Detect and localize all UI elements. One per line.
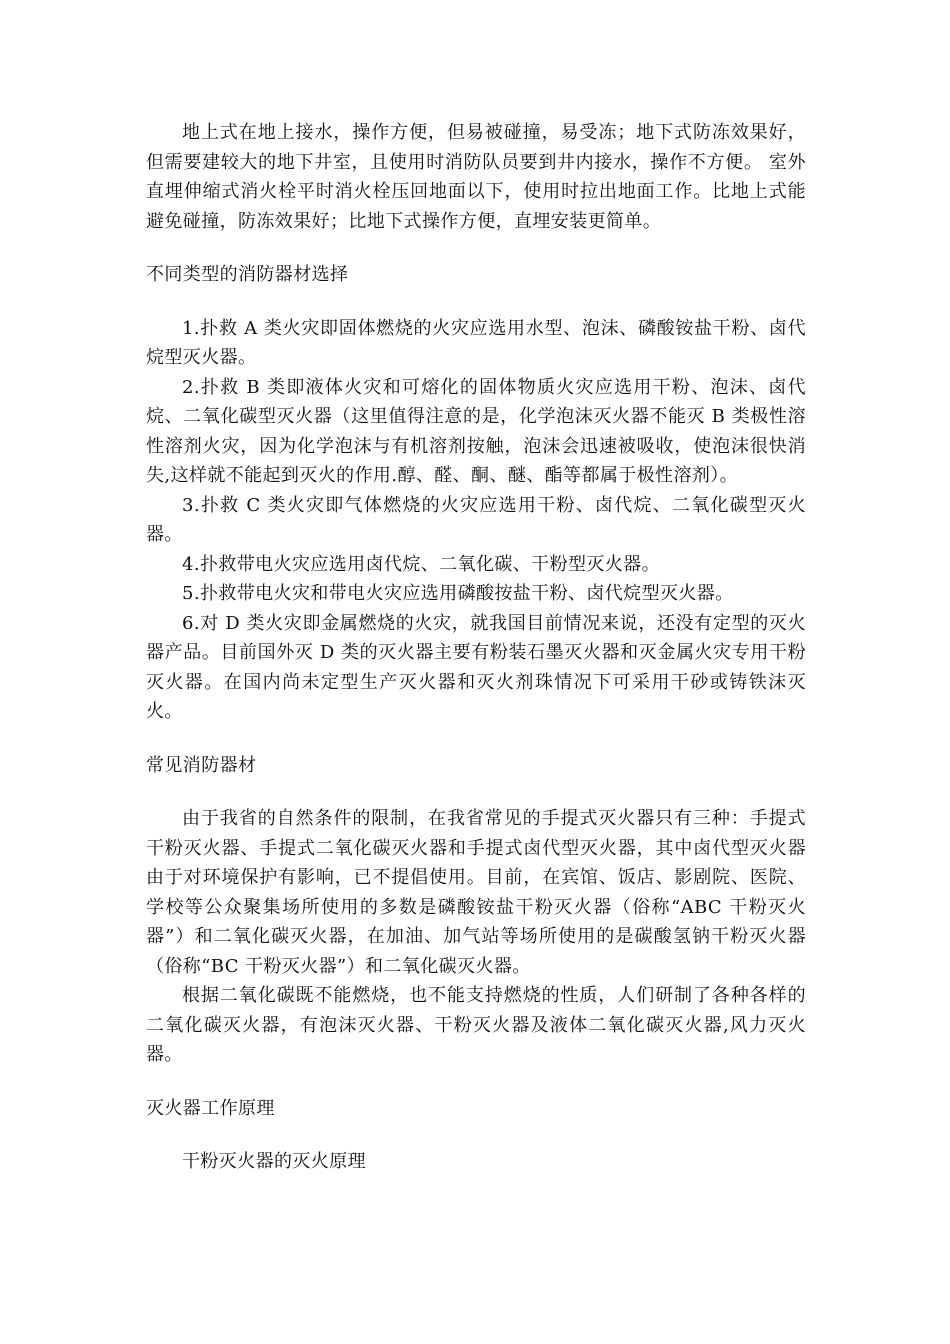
list-item-class-b: 2.扑救 B 类即液体火灾和可熔化的固体物质火灾应选用干粉、泡沫、卤代烷、二氧化碳型灭火器（这里值得注意的是，化学泡沫灭火器不能灭 B 类极性溶性溶剂火灾，因为化学泡沫与有机溶剂按触，泡沫会迅速被吸收，使泡沫很快消失,这样就不能起到灭火的作用.醇、醛、酮、醚、酯等都属于极性溶剂）。: [146, 376, 806, 486]
document-body: [146, 118, 806, 1177]
co2-paragraph: 根据二氧化碳既不能燃烧，也不能支持燃烧的性质，人们研制了各种各样的二氧化碳灭火器，有泡沫灭火器、干粉灭火器及液体二氧化碳灭火器,风力灭火器。: [146, 985, 806, 1065]
dry-powder-principle-heading: 干粉灭火器的灭火原理: [182, 1151, 366, 1172]
common-equipment-paragraph: 由于我省的自然条件的限制，在我省常见的手提式灭火器只有三种：手提式干粉灭火器、手提式二氧化碳灭火器和手提式卤代型灭火器，其中卤代型灭火器由于对环境保护有影响，已不提倡使用。目前，在宾馆、饭店、影剧院、医院、学校等公众聚集场所使用的多数是磷酸铵盐干粉灭火器（俗称“ABC 干粉灭火器”）和二氧化碳灭火器，在加油、加气站等场所使用的是碳酸氢钠干粉灭火器（俗称“BC 干粉灭火器”）和二氧化碳灭火器。: [146, 808, 806, 977]
section-heading-common-equipment: 常见消防器材: [146, 754, 257, 776]
section-heading-working-principle: 灭火器工作原理: [146, 1097, 275, 1119]
section-heading-extinguisher-selection: 不同类型的消防器材选择: [146, 264, 349, 285]
list-item-electrical: 4.扑救带电火灾应选用卤代烷、二氧化碳、干粉型灭火器。: [182, 553, 660, 575]
list-item-electrical-2: 5.扑救带电火灾和带电火灾应选用磷酸按盐干粉、卤代烷型灭火器。: [182, 583, 734, 604]
list-item-class-c: 3.扑救 C 类火灾即气体燃烧的火灾应选用干粉、卤代烷、二氧化碳型灭火器。: [146, 494, 806, 545]
hydrant-paragraph: 地上式在地上接水，操作方便，但易被碰撞，易受冻；地下式防冻效果好，但需要建较大的地下井室，且使用时消防队员要到井内接水，操作不方便。 室外直埋伸缩式消火栓平时消火栓压回地面以下，使用时拉出地面工作。比地上式能避免碰撞，防冻效果好；比地下式操作方便，直埋安装更简单。: [146, 122, 806, 232]
list-item-class-d: 6.对 D 类火灾即金属燃烧的火灾，就我国目前情况来说，还没有定型的灭火器产品。目前国外灭 D 类的灭火器主要有粉装石墨灭火器和灭金属火灾专用干粉灭火器。在国内尚未定型生产灭火器和灭火剂珠情况下可采用干砂或铸铁沫灭火。: [146, 612, 806, 722]
list-item-class-a: 1.扑救 A 类火灾即固体燃烧的火灾应选用水型、泡沫、磷酸铵盐干粉、卤代烷型灭火器。: [146, 317, 806, 368]
